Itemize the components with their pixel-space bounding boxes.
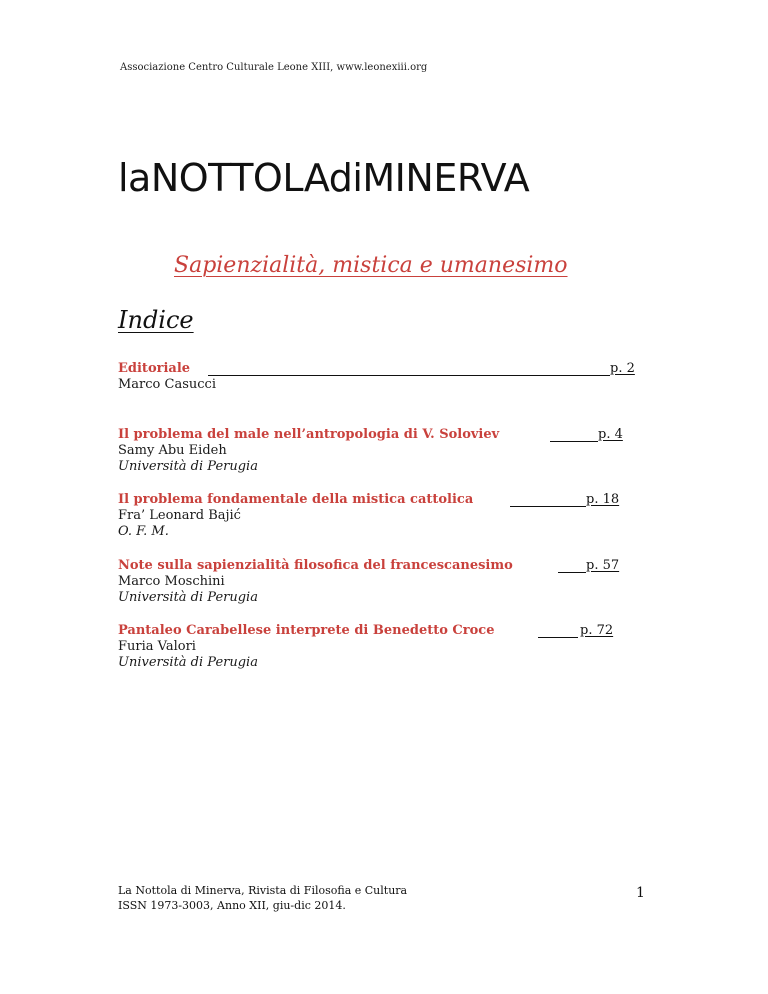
toc-entry-mistica [118,492,620,540]
toc-leader-line [558,572,586,573]
toc-leader-line [510,506,586,507]
toc-entry-carabellese [118,623,614,671]
toc-entry-page[interactable]: p. 2 [610,361,635,376]
toc-entry-francescanesimo [118,558,620,606]
toc-entry-author: Furia Valori [118,639,196,654]
toc-leader-line [208,375,610,376]
index-heading: Indice [118,306,194,334]
toc-entry-affiliation: Università di Perugia [118,590,258,605]
toc-entry-title[interactable]: Il problema fondamentale della mistica cattolica [118,492,474,507]
journal-title: laNOTTOLAdiMINERVA [118,156,530,200]
toc-entry-title[interactable]: Pantaleo Carabellese interprete di Benedetto Croce [118,623,495,638]
toc-entry-author: Marco Moschini [118,574,225,589]
toc-entry-author: Fra’ Leonard Bajić [118,508,241,523]
toc-entry-editoriale [118,361,635,393]
toc-entry-page[interactable]: p. 4 [598,427,623,442]
footer-journal-line: La Nottola di Minerva, Rivista di Filosofia e Cultura [118,884,408,897]
page-number: 1 [636,885,645,901]
toc-entry-author: Marco Casucci [118,377,216,392]
toc-entry-title[interactable]: Editoriale [118,361,191,376]
toc-entry-affiliation: Università di Perugia [118,459,258,474]
toc-entry-affiliation: Università di Perugia [118,655,258,670]
footer-issn-line: ISSN 1973-3003, Anno XII, giu-dic 2014. [118,899,346,912]
toc-entry-soloviev [118,427,623,475]
toc-entry-author: Samy Abu Eideh [118,443,227,458]
page-footer [118,883,407,913]
issue-subtitle: Sapienzialità, mistica e umanesimo [174,253,568,278]
toc-entry-title[interactable]: Il problema del male nell’antropologia di V. Soloviev [118,427,500,442]
toc-leader-line [550,441,598,442]
running-header: Associazione Centro Culturale Leone XIII, www.leonexiii.org [120,62,428,73]
toc-entry-page[interactable]: p. 57 [586,558,620,573]
toc-leader-line [538,637,578,638]
toc-entry-title[interactable]: Note sulla sapienzialità filosofica del francescanesimo [118,558,513,573]
toc-entry-affiliation: O. F. M. [118,524,169,539]
toc-entry-page[interactable]: p. 72 [580,623,614,638]
toc-entry-page[interactable]: p. 18 [586,492,620,507]
